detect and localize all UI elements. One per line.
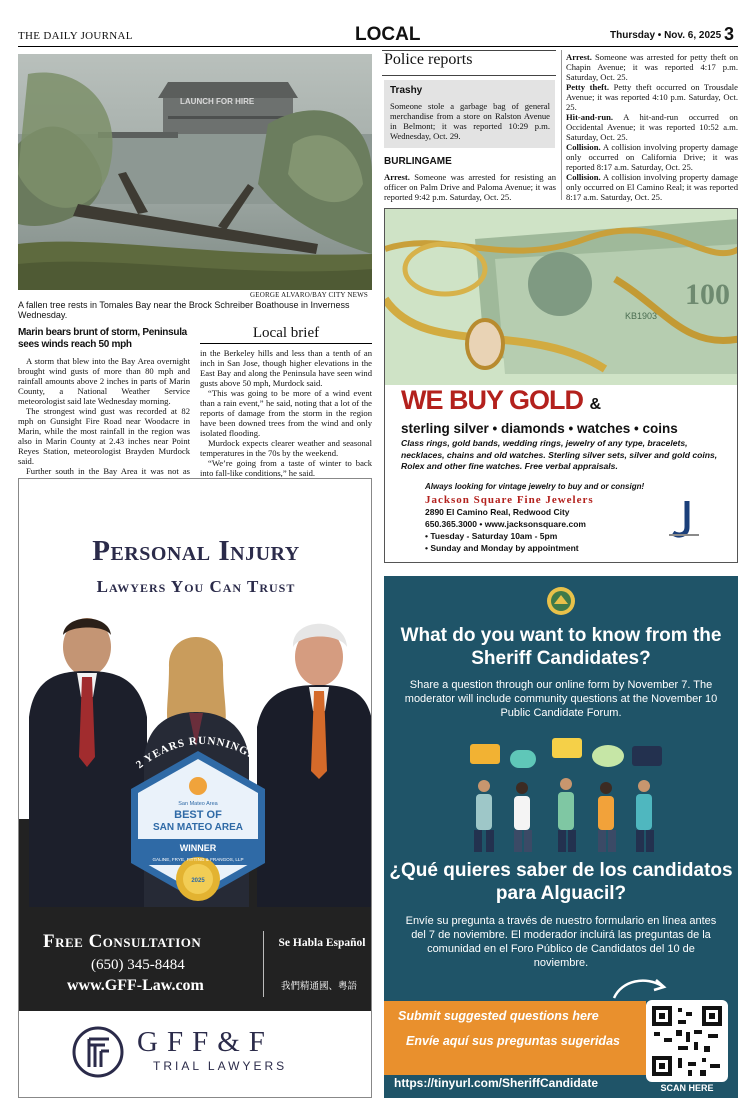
brief-rule (200, 343, 372, 344)
jeweler-hours: • Tuesday - Saturday 10am - 5pm (425, 531, 558, 541)
banknote-serial: KB1903 (625, 311, 658, 321)
photo-credit: GEORGE ALVARO/BAY CITY NEWS (250, 291, 368, 299)
report-item (566, 82, 738, 112)
svg-text:2 YEARS RUNNING! (134, 735, 255, 771)
county-seal-icon (546, 586, 576, 616)
report-text: Someone was arrested for petty theft on Chapin Avenue; it was reported 4:17 p.m. Saturday, Oct. 25. (566, 52, 738, 82)
storm-column-2 (200, 348, 372, 478)
header-rule (18, 46, 738, 47)
award-year: 2025 (191, 878, 205, 884)
award-chamber: San Mateo Area (178, 801, 218, 807)
report-label: Arrest. (566, 52, 592, 62)
storm-column-1 (18, 356, 190, 486)
sheriff-question-english: What do you want to know from the Sheriff Candidates? (400, 625, 722, 669)
photo-caption: A fallen tree rests in Tomales Bay near the Brock Schreiber Boathouse in Inverness Wednesday. (18, 300, 350, 320)
burlingame-item (384, 172, 556, 202)
years-running-text: 2 YEARS RUNNING! (134, 734, 256, 772)
sheriff-paragraph-spanish: Envíe su pregunta a través de nuestro formulario en línea antes del 7 de noviembre. El moderador incluirá las preguntas de la comunidad en el Foro Público de Candidatos del 10 de noviembre. (405, 915, 717, 969)
submit-questions-english: Submit suggested questions here (398, 1009, 599, 1023)
jeweler-address: 2890 El Camino Real, Redwood City (425, 507, 570, 517)
report-item (566, 142, 738, 172)
award-winner: WINNER (179, 843, 217, 853)
trashy-headline: Trashy (390, 85, 423, 96)
newspaper-name: THE DAILY JOURNAL (18, 30, 133, 42)
award-best-area: SAN MATEO AREA (153, 822, 243, 833)
gold-ad-subtitle: sterling silver • diamonds • watches • coins (401, 421, 678, 436)
police-reports-title: Police reports (384, 51, 473, 68)
issue-date: Thursday • Nov. 6, 2025 (610, 30, 722, 41)
banknote-value: 100 (685, 278, 730, 311)
report-label: Collision. (566, 172, 601, 182)
storm-paragraph: Murdock expects clearer weather and seasonal temperatures in the 70s by the weekend. (200, 438, 372, 458)
fallen-tree-illustration (18, 54, 372, 290)
report-label: Arrest. (384, 172, 410, 182)
arrow-icon (610, 972, 670, 1002)
injury-ad-title: Personal Injury (92, 535, 300, 567)
gff-logo-icon (71, 1025, 125, 1079)
report-text: Someone was arrested for resisting an officer on Palm Drive and Paloma Avenue; it was reported 9:42 p.m. Saturday, Oct. 25. (384, 172, 556, 202)
storm-paragraph: The strongest wind gust was recorded at 82 mph on Gunsight Fire Road near Woodacre in Marin, while the most rainfall in the region was also in Marin County at 2.43 inches near Point Reyes Station, meteorologist Brayden Murdock said. (18, 406, 190, 466)
section-title: LOCAL (355, 24, 421, 45)
column-divider (561, 50, 562, 200)
report-label: Hit-and-run. (566, 112, 614, 122)
burlingame-heading: BURLINGAME (384, 156, 452, 167)
report-label: Collision. (566, 142, 601, 152)
gold-ad-title (401, 385, 600, 416)
report-item (566, 112, 738, 142)
injury-divider (263, 931, 264, 997)
trashy-text: Someone stole a garbage bag of general merchandise from a store on Ralston Avenue in Belmont; it was reported 10:29 p.m. Wednesday, Oct. 29. (390, 101, 550, 141)
award-firm: GALINE, FRYE, FITTING & FRANGOS, LLP (152, 857, 244, 862)
local-brief-label: Local brief (252, 325, 320, 341)
storm-headline: Marin bears brunt of storm, Peninsula sees winds reach 50 mph (18, 327, 187, 350)
jeweler-hours-appointment: • Sunday and Monday by appointment (425, 543, 579, 553)
sheriff-form-link[interactable]: https://tinyurl.com/SheriffCandidate (394, 1076, 599, 1090)
personal-injury-ad (18, 478, 372, 1098)
gold-title-text: WE BUY GOLD (401, 385, 584, 415)
qr-code-icon (648, 1002, 726, 1080)
qr-code[interactable] (646, 1000, 728, 1082)
scan-here-label: SCAN HERE (660, 1083, 714, 1093)
storm-paragraph: Further south in the Bay Area it was not as (26, 466, 190, 476)
report-text: A collision involving property damage only occurred on El Camino Real; it was reported 8:17 a.m. Saturday, Oct. 25. (566, 172, 738, 202)
report-text: A collision involving property damage only occurred on California Drive; it was reported 8:17 a.m. Saturday, Oct. 25. (566, 142, 738, 172)
injury-ad-subtitle: Lawyers You Can Trust (96, 577, 296, 596)
chinese-languages: 我們精通國、粵語 (280, 981, 357, 992)
storm-photo (18, 54, 372, 290)
gff-logo-text: GFF&F (137, 1026, 274, 1058)
gold-ad-tagline: Always looking for vintage jewelry to buy and or consign! (425, 482, 645, 491)
gold-ad-description: Class rings, gold bands, wedding rings, jewelry of any type, bracelets, necklaces, chains and old watches. Sterling silver sets, silver and gold coins, Rolex and other fine watches. Free verbal appraisals. (401, 438, 718, 471)
report-item (566, 52, 738, 82)
report-text: A hit-and-run occurred on Occidental Avenue; it was reported 10:52 a.m. Saturday, Oct. 25. (566, 112, 738, 142)
jeweler-contact: 650.365.3000 • www.jacksonsquare.com (425, 519, 586, 529)
community-questions-illustration (456, 736, 676, 856)
sheriff-question-spanish: ¿Qué quieres saber de los candidatos para Alguacil? (389, 860, 733, 904)
report-item (566, 172, 738, 202)
sheriff-forum-ad (384, 576, 738, 1098)
sheriff-paragraph-english: Share a question through our online form by November 7. The moderator will include community questions at the November 10 Public Candidate Forum. (404, 679, 718, 719)
storm-paragraph: “We’re going from a taste of winter to back into fall-like conditions,” he said. (200, 458, 372, 478)
trial-lawyers-text: TRIAL LAWYERS (153, 1059, 288, 1073)
injury-website: www.GFF-Law.com (67, 977, 204, 994)
gold-buyer-ad (384, 208, 738, 563)
jeweler-name: Jackson Square Fine Jewelers (425, 494, 594, 506)
storm-paragraph: “This was going to be more of a wind event than a rain event,” he said, noting that a lot of the reports of damage from the storm in the region have been downed trees from the wind and only isolated flooding. (200, 388, 372, 438)
jeweler-logo-icon (665, 497, 701, 541)
report-label: Petty theft. (566, 82, 610, 92)
se-habla-espanol: Se Habla Español (278, 937, 366, 949)
boathouse-sign: LAUNCH FOR HIRE (180, 97, 255, 106)
storm-paragraph: A storm that blew into the Bay Area overnight brought wind gusts of more than 80 mph and rainfall amounts above 2 inches in parts of Marin County, a National Weather Service meteorologist said late Wednesday morning. (18, 356, 190, 406)
gold-title-amp: & (589, 396, 601, 413)
years-running-arc (123, 719, 283, 779)
police-right-column (566, 52, 738, 202)
storm-paragraph: in the Berkeley hills and less than a tenth of an inch in San Jose, though higher elevations in the East Bay and along the Peninsula have seen wind gusts above 50 mph, Murdock said. (200, 348, 372, 388)
free-consultation: Free Consultation (43, 931, 202, 952)
injury-phone: (650) 345-8484 (91, 957, 185, 973)
page-number: 3 (724, 24, 735, 44)
report-text: Petty theft occurred on Trousdale Avenue; it was reported 4:10 p.m. Saturday, Oct. 25. (566, 82, 738, 112)
award-best: BEST OF (174, 809, 222, 821)
submit-questions-spanish: Envíe aquí sus preguntas sugeridas (406, 1034, 620, 1048)
money-jewelry-illustration (385, 209, 738, 385)
